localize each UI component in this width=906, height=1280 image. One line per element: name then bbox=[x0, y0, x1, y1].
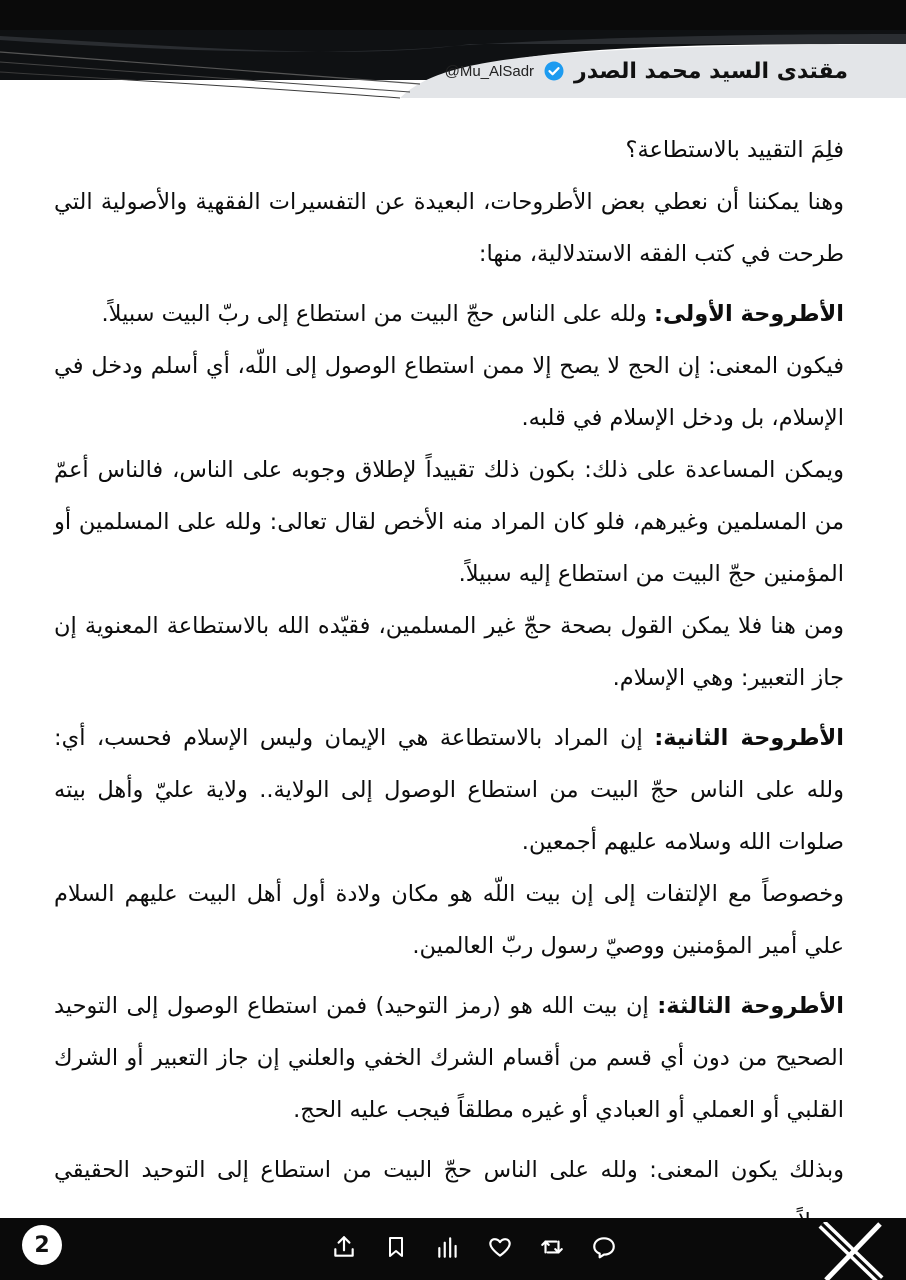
paragraph: فلِمَ التقييد بالاستطاعة؟ bbox=[625, 137, 844, 163]
account-handle[interactable]: @Mu_AlSadr bbox=[444, 62, 535, 80]
like-icon[interactable] bbox=[484, 1233, 516, 1261]
bookmark-icon[interactable] bbox=[380, 1233, 412, 1261]
retweet-icon[interactable] bbox=[536, 1233, 568, 1261]
paragraph: الأطروحة الأولى: ولله على الناس حجّ البيت من استطاع إلى ربّ البيت سبيلاً. bbox=[101, 301, 844, 327]
paragraph: وبذلك يكون المعنى: ولله على الناس حجّ البيت من استطاع إلى التوحيد الحقيقي bbox=[54, 1157, 844, 1183]
tweet-actions bbox=[328, 1233, 620, 1261]
x-logo-icon bbox=[816, 1222, 886, 1280]
views-icon[interactable] bbox=[432, 1233, 464, 1261]
account-name[interactable]: مقتدى السيد محمد الصدر bbox=[574, 58, 848, 84]
paragraph: وخصوصاً مع الإلتفات إلى إن بيت اللّه هو مكان ولادة أول أهل البيت عليهم السلام علي أمير المؤمنين ووصيّ رسول ربّ العالمين. bbox=[54, 881, 844, 959]
thesis-heading: الأطروحة الثانية: bbox=[654, 725, 844, 751]
account-header bbox=[386, 44, 906, 98]
verified-badge-icon bbox=[544, 61, 564, 81]
share-icon[interactable] bbox=[328, 1233, 360, 1261]
paragraph: وهنا يمكننا أن نعطي بعض الأطروحات، البعيدة عن التفسيرات الفقهية والأصولية التي طرحت في كتب الفقه الاستدلالية، منها: bbox=[54, 189, 844, 267]
thesis-heading: الأطروحة الثالثة: bbox=[657, 993, 844, 1019]
paragraph: ومن هنا فلا يمكن القول بصحة حجّ غير المسلمين، فقيّده الله بالاستطاعة المعنوية إن جاز التعبير: وهي الإسلام. bbox=[54, 613, 844, 691]
thesis-heading: الأطروحة الأولى: bbox=[654, 301, 844, 327]
paragraph: ويمكن المساعدة على ذلك: بكون ذلك تقييداً لإطلاق وجوبه على الناس، فالناس أعمّ من المسلمين وغيرهم، فلو كان المراد منه الأخص لقال تعالى: ولله على المسلمين أو المؤمنين حجّ البيت من استطاع إليه سبيلاً. bbox=[54, 457, 844, 587]
paragraph: الأطروحة الثالثة: إن بيت الله هو (رمز التوحيد) فمن استطاع الوصول إلى التوحيد الصحيح من دون أي قسم من أقسام الشرك الخفي والعلني إن جاز التعبير أو الشرك القلبي أو العملي أو العبادي أو غيره مطلقاً فيجب عليه الحج. bbox=[54, 993, 844, 1123]
page-number-badge: 2 bbox=[22, 1225, 62, 1265]
paragraph: الأطروحة الثانية: إن المراد بالاستطاعة هي الإيمان وليس الإسلام فحسب، أي: ولله على الناس حجّ البيت من استطاع الوصول إلى الولاية.. ولاية عليّ وأهل بيته صلوات الله وسلامه عليهم أجمعين. bbox=[54, 725, 844, 855]
article-body bbox=[54, 124, 844, 1248]
paragraph: فيكون المعنى: إن الحج لا يصح إلا ممن استطاع الوصول إلى اللّه، أي أسلم ودخل في الإسلام، بل ودخل الإسلام في قلبه. bbox=[54, 353, 844, 431]
reply-icon[interactable] bbox=[588, 1233, 620, 1261]
